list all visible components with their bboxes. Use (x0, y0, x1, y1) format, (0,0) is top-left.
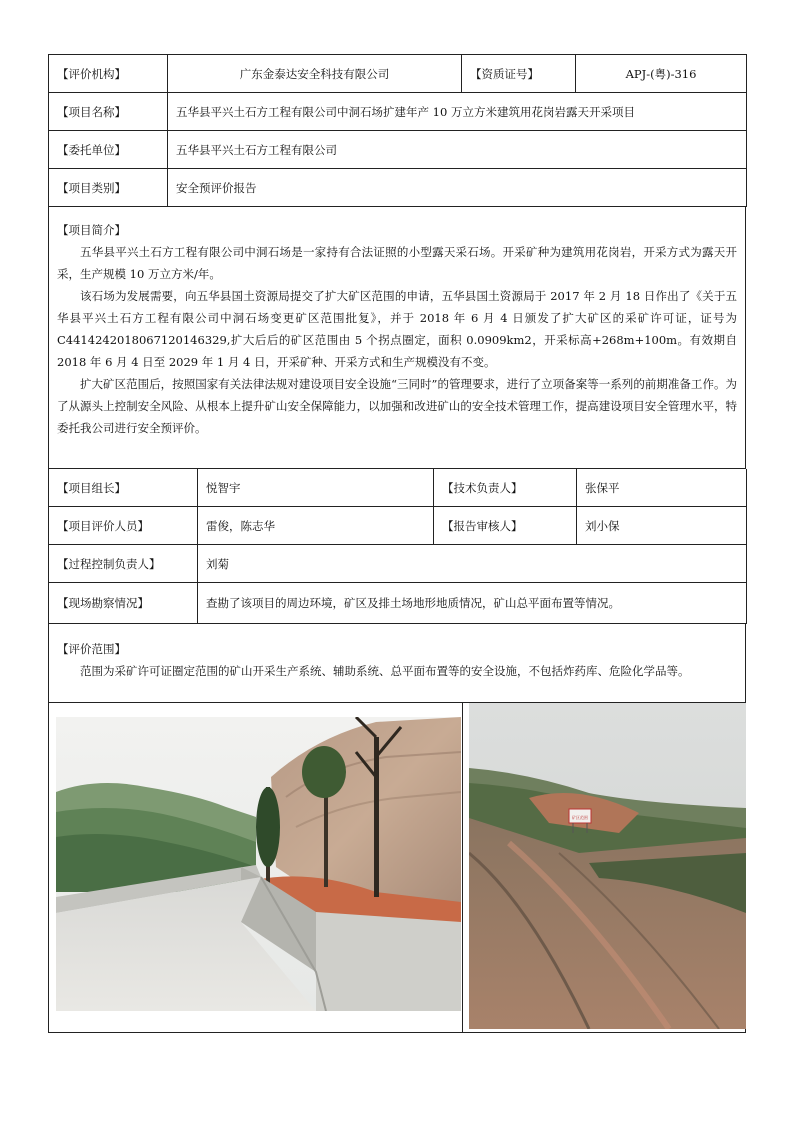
project-type-value: 安全预评价报告 (168, 169, 747, 207)
report-sheet (48, 54, 746, 1033)
process-control-value: 刘菊 (198, 545, 747, 583)
project-name-value: 五华县平兴土石方工程有限公司中洞石场扩建年产 10 万立方米建筑用花岗岩露天开采项目 (168, 93, 747, 131)
team-table (48, 469, 747, 624)
evaluators-label: 【项目评价人员】 (49, 507, 198, 545)
leader-value: 悦智宇 (198, 469, 434, 507)
project-name-label: 【项目名称】 (49, 93, 168, 131)
evaluators-value: 雷俊，陈志华 (198, 507, 434, 545)
leader-label: 【项目组长】 (49, 469, 198, 507)
client-value: 五华县平兴土石方工程有限公司 (168, 131, 747, 169)
site-survey-label: 【现场勘察情况】 (49, 583, 198, 624)
process-control-label: 【过程控制负责人】 (49, 545, 198, 583)
scope-text: 范围为采矿许可证圈定范围的矿山开采生产系统、辅助系统、总平面布置等的安全设施，不包括炸药库、危险化学品等。 (80, 664, 690, 678)
cert-value: APJ-(粤)-316 (576, 55, 747, 93)
header-table (48, 54, 747, 93)
photo-mine-road (56, 717, 461, 1011)
photo-access-road (469, 703, 746, 1029)
site-photos (48, 703, 746, 1033)
intro-title: 【项目简介】 (57, 223, 126, 237)
tech-lead-label: 【技术负责人】 (434, 469, 577, 507)
reviewer-value: 刘小保 (577, 507, 747, 545)
intro-paragraph-2: 该石场为发展需要，向五华县国土资源局提交了扩大矿区范围的申请，五华县国土资源局于 2017 年 2 月 18 日作出了《关于五华县平兴土石方工程有限公司中洞石场变更矿区范围批复》，并于 2018 年 6 月 4 日颁发了扩大矿区的采矿许可证，证号为 C4414242018067120146329,扩大后后的矿区范围由 5 个拐点圈定，面积 0.0909km2，开采标高+268m+100m。有效期自 2018 年 6 月 4 日至 2029 年 1 月 4 日，开采矿种、开采方式和生产规模没有不变。 (57, 289, 737, 369)
intro-paragraph-1: 五华县平兴土石方工程有限公司中洞石场是一家持有合法证照的小型露天采石场。开采矿种为建筑用花岗岩，开采方式为露天开采，生产规模 10 万立方米/年。 (57, 245, 737, 281)
site-survey-value: 查勘了该项目的周边环境，矿区及排土场地形地质情况，矿山总平面布置等情况。 (198, 583, 747, 624)
client-label: 【委托单位】 (49, 131, 168, 169)
cert-label: 【资质证号】 (462, 55, 576, 93)
project-type-label: 【项目类别】 (49, 169, 168, 207)
project-table (48, 93, 747, 207)
reviewer-label: 【报告审核人】 (434, 507, 577, 545)
sign-text: 矿区范围 (572, 815, 588, 820)
photo-divider (462, 703, 463, 1032)
project-intro (48, 207, 746, 469)
tech-lead-value: 张保平 (577, 469, 747, 507)
scope-title: 【评价范围】 (57, 642, 126, 656)
intro-paragraph-3: 扩大矿区范围后，按照国家有关法律法规对建设项目安全设施“三同时”的管理要求，进行了立项备案等一系列的前期准备工作。为了从源头上控制安全风险、从根本上提升矿山安全保障能力，以加强和改进矿山的安全技术管理工作，提高建设项目安全管理水平，特委托我公司进行安全预评价。 (57, 377, 737, 435)
org-value: 广东金泰达安全科技有限公司 (168, 55, 462, 93)
org-label: 【评价机构】 (49, 55, 168, 93)
evaluation-scope (48, 624, 746, 703)
